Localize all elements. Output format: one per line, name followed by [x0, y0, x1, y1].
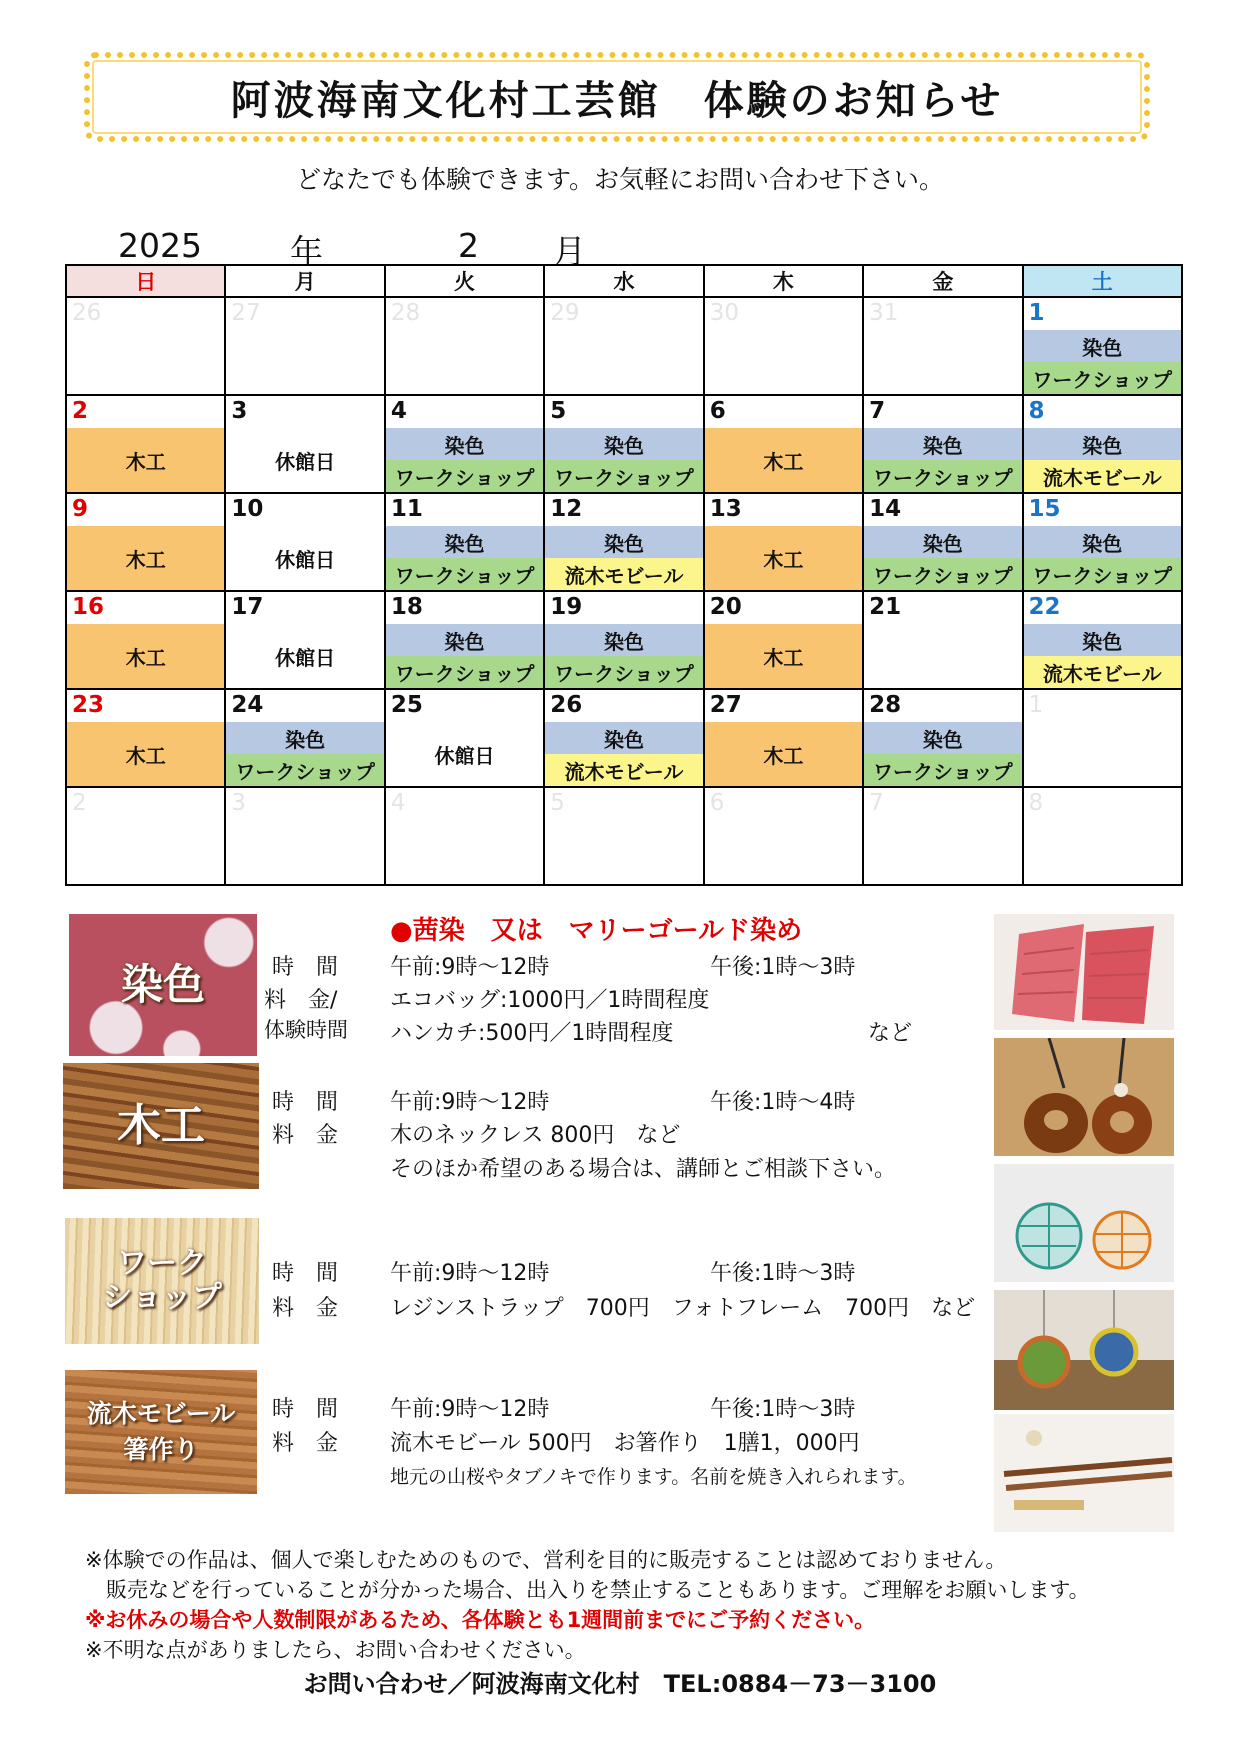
event-dyeing: 染色 — [1024, 428, 1181, 460]
calendar-week-row — [66, 493, 1182, 591]
driftwood-mobile-photo — [994, 1290, 1174, 1410]
event-woodwork: 木工 — [705, 722, 862, 786]
wood-fee-2: そのほか希望のある場合は、講師とご相談下さい。 — [390, 1157, 897, 1182]
day-number: 7 — [869, 790, 884, 816]
calendar-day-cell — [544, 591, 703, 689]
wood-fee-1: 木のネックレス 800円 など — [390, 1123, 681, 1148]
wood-time-am: 午前:9時～12時 — [390, 1090, 550, 1115]
workshop-fee-label: 料 金 — [272, 1296, 339, 1321]
dyed-scarves-photo — [994, 914, 1174, 1030]
day-number: 5 — [550, 398, 567, 424]
calendar-day-cell — [66, 493, 225, 591]
dye-time-label: 時 間 — [272, 955, 339, 980]
calendar-day-cell — [66, 787, 225, 885]
day-number: 21 — [869, 594, 902, 620]
day-number: 4 — [390, 398, 407, 424]
event-workshop: ワークショップ — [864, 460, 1021, 492]
event-woodwork: 木工 — [705, 526, 862, 590]
calendar-day-cell — [385, 689, 544, 787]
day-number: 28 — [869, 692, 902, 718]
weekday-wed: 水 — [544, 265, 703, 297]
year-unit: 年 — [290, 232, 323, 271]
mobile-fee-2: 地元の山桜やタブノキで作ります。名前を焼き入れられます。 — [390, 1466, 917, 1488]
calendar-day-cell — [704, 493, 863, 591]
dye-tile — [69, 914, 257, 1056]
event-woodwork: 木工 — [705, 428, 862, 492]
event-dyeing: 染色 — [545, 722, 702, 754]
day-number: 12 — [550, 496, 583, 522]
calendar-day-cell — [1023, 787, 1182, 885]
calendar-day-cell — [704, 395, 863, 493]
day-number: 3 — [231, 790, 247, 816]
event-workshop: ワークショップ — [386, 460, 543, 492]
event-woodwork: 木工 — [705, 624, 862, 688]
day-number: 20 — [709, 594, 742, 620]
note-ban: 販売などを行っていることが分かった場合、出入りを禁止することもあります。ご理解をお願いします。 — [85, 1578, 1090, 1602]
day-number: 28 — [390, 300, 421, 326]
day-number: 26 — [72, 300, 102, 326]
event-workshop: ワークショップ — [226, 754, 383, 786]
calendar-day-cell — [66, 395, 225, 493]
event-driftwood-mobile: 流木モビール — [545, 754, 702, 786]
calendar-day-cell — [544, 395, 703, 493]
event-closed: 休館日 — [275, 547, 336, 572]
day-number: 17 — [231, 594, 264, 620]
day-number: 24 — [231, 692, 264, 718]
event-driftwood-mobile: 流木モビール — [545, 558, 702, 590]
calendar-day-cell — [225, 297, 384, 395]
day-number: 3 — [231, 398, 248, 424]
calendar-day-cell — [225, 493, 384, 591]
note-reservation: ※お休みの場合や人数制限があるため、各体験とも1週間前までにご予約ください。 — [85, 1608, 876, 1632]
mobile-time-label: 時 間 — [272, 1397, 339, 1422]
wood-time-pm: 午後:1時～4時 — [710, 1090, 856, 1115]
note-resale: ※体験での作品は、個人で楽しむためのもので、営利を目的に販売することは認めておりません。 — [85, 1548, 1007, 1572]
day-number: 26 — [550, 692, 583, 718]
calendar-day-cell — [704, 689, 863, 787]
calendar-day-cell — [385, 493, 544, 591]
calendar-day-cell — [1023, 591, 1182, 689]
day-number: 29 — [550, 300, 580, 326]
day-number: 9 — [72, 496, 89, 522]
event-driftwood-mobile: 流木モビール — [1024, 460, 1181, 492]
day-number: 10 — [231, 496, 264, 522]
calendar-day-cell — [704, 591, 863, 689]
event-workshop: ワークショップ — [864, 558, 1021, 590]
day-number: 16 — [72, 594, 105, 620]
event-dyeing: 染色 — [1024, 330, 1181, 362]
event-dyeing: 染色 — [1024, 526, 1181, 558]
dye-time-pm: 午後:1時～3時 — [710, 955, 856, 980]
note-inquiry: ※不明な点がありましたら、お問い合わせください。 — [85, 1638, 586, 1662]
calendar-day-cell — [225, 395, 384, 493]
dye-duration-label: 体験時間 — [264, 1018, 348, 1042]
day-number: 7 — [869, 398, 886, 424]
workshop-tile — [65, 1218, 259, 1344]
calendar-day-cell — [863, 591, 1022, 689]
day-number: 2 — [72, 790, 87, 816]
calendar-day-cell — [544, 493, 703, 591]
day-number: 19 — [550, 594, 583, 620]
calendar-day-cell — [863, 689, 1022, 787]
weekday-thu: 木 — [704, 265, 863, 297]
day-number: 8 — [1028, 398, 1045, 424]
event-closed: 休館日 — [275, 645, 336, 670]
workshop-time-am: 午前:9時～12時 — [390, 1261, 550, 1286]
event-dyeing: 染色 — [386, 526, 543, 558]
wood-time-label: 時 間 — [272, 1090, 339, 1115]
event-workshop: ワークショップ — [1024, 558, 1181, 590]
contact-footer: お問い合わせ／阿波海南文化村 TEL:0884－73－3100 — [303, 1670, 937, 1698]
event-dyeing: 染色 — [545, 624, 702, 656]
calendar-day-cell — [225, 787, 384, 885]
day-number: 1 — [1028, 300, 1045, 326]
calendar-day-cell — [863, 787, 1022, 885]
event-dyeing: 染色 — [545, 428, 702, 460]
calendar-day-cell — [544, 689, 703, 787]
day-number: 6 — [709, 790, 725, 816]
event-woodwork: 木工 — [67, 428, 224, 492]
dye-fee-2: ハンカチ:500円／1時間程度 — [390, 1021, 674, 1046]
day-number: 8 — [1028, 790, 1044, 816]
day-number: 25 — [390, 692, 423, 718]
calendar-week-row — [66, 689, 1182, 787]
day-number: 15 — [1028, 496, 1061, 522]
calendar-day-cell — [704, 787, 863, 885]
calendar-week-row — [66, 787, 1182, 885]
weekday-mon: 月 — [225, 265, 384, 297]
wood-necklace-photo — [994, 1038, 1174, 1156]
mobile-time-am: 午前:9時～12時 — [390, 1397, 550, 1422]
calendar-day-cell — [225, 689, 384, 787]
wood-tile-label: 木工 — [117, 1099, 205, 1151]
dye-fee-label: 料 金/ — [264, 988, 338, 1013]
dye-etc: など — [868, 1021, 913, 1046]
event-workshop: ワークショップ — [386, 656, 543, 688]
event-driftwood-mobile: 流木モビール — [1024, 656, 1181, 688]
day-number: 2 — [72, 398, 89, 424]
calendar-day-cell — [1023, 689, 1182, 787]
mobile-tile — [65, 1370, 257, 1494]
workshop-fee-1: レジンストラップ 700円 フォトフレーム 700円 など — [390, 1296, 976, 1321]
day-number: 6 — [709, 398, 726, 424]
calendar-day-cell — [385, 591, 544, 689]
calendar-day-cell — [1023, 395, 1182, 493]
event-dyeing: 染色 — [545, 526, 702, 558]
calendar-day-cell — [1023, 297, 1182, 395]
day-number: 4 — [390, 790, 406, 816]
calendar-grid — [65, 264, 1183, 886]
calendar-day-cell — [385, 395, 544, 493]
event-woodwork: 木工 — [67, 624, 224, 688]
calendar-day-cell — [544, 787, 703, 885]
page-title: 阿波海南文化村工芸館 体験のお知らせ — [230, 77, 1004, 124]
event-workshop: ワークショップ — [545, 656, 702, 688]
day-number: 18 — [390, 594, 423, 620]
day-number: 11 — [390, 496, 423, 522]
calendar-day-cell — [863, 395, 1022, 493]
dye-time-am: 午前:9時～12時 — [390, 955, 550, 980]
calendar-day-cell — [66, 297, 225, 395]
workshop-tile-label: ワーク ショップ — [102, 1245, 222, 1315]
calendar-week-row — [66, 297, 1182, 395]
mobile-fee-label: 料 金 — [272, 1431, 339, 1456]
workshop-time-pm: 午後:1時～3時 — [710, 1261, 856, 1286]
wood-fee-label: 料 金 — [272, 1123, 339, 1148]
weekday-sat: 土 — [1023, 265, 1182, 297]
day-number: 30 — [709, 300, 739, 326]
event-dyeing: 染色 — [226, 722, 383, 754]
page-subtitle: どなたでも体験できます。お気軽にお問い合わせ下さい。 — [295, 165, 944, 194]
mobile-fee-1: 流木モビール 500円 お箸作り 1膳1，000円 — [390, 1431, 860, 1456]
day-number: 27 — [231, 300, 261, 326]
calendar-day-cell — [704, 297, 863, 395]
month-unit: 月 — [553, 232, 586, 271]
event-dyeing: 染色 — [386, 428, 543, 460]
calendar-week-row — [66, 395, 1182, 493]
day-number: 5 — [550, 790, 565, 816]
weekday-sun: 日 — [66, 265, 225, 297]
calendar-day-cell — [544, 297, 703, 395]
event-dyeing: 染色 — [864, 428, 1021, 460]
day-number: 23 — [72, 692, 105, 718]
weekday-header-row — [66, 265, 1182, 297]
calendar-day-cell — [66, 591, 225, 689]
day-number: 1 — [1028, 692, 1044, 718]
workshop-time-label: 時 間 — [272, 1261, 339, 1286]
day-number: 27 — [709, 692, 742, 718]
day-number: 14 — [869, 496, 902, 522]
event-dyeing: 染色 — [864, 722, 1021, 754]
calendar-day-cell — [225, 591, 384, 689]
dye-tile-label: 染色 — [120, 959, 205, 1009]
event-dyeing: 染色 — [1024, 624, 1181, 656]
wood-tile — [63, 1063, 259, 1189]
dye-headline: ●茜染 又は マリーゴールド染め — [390, 916, 803, 946]
day-number: 31 — [869, 300, 899, 326]
calendar-day-cell — [863, 297, 1022, 395]
event-workshop: ワークショップ — [386, 558, 543, 590]
title-banner — [84, 52, 1150, 142]
month-value: 2 — [458, 226, 479, 265]
day-number: 22 — [1028, 594, 1061, 620]
mobile-tile-label: 流木モビール 箸作り — [86, 1398, 236, 1464]
calendar-day-cell — [66, 689, 225, 787]
event-workshop: ワークショップ — [1024, 362, 1181, 394]
event-woodwork: 木工 — [67, 722, 224, 786]
calendar-day-cell — [863, 493, 1022, 591]
dye-fee-1: エコバッグ:1000円／1時間程度 — [390, 988, 710, 1013]
event-woodwork: 木工 — [67, 526, 224, 590]
calendar-day-cell — [1023, 493, 1182, 591]
event-workshop: ワークショップ — [864, 754, 1021, 786]
event-dyeing: 染色 — [386, 624, 543, 656]
calendar-day-cell — [385, 297, 544, 395]
weekday-tue: 火 — [385, 265, 544, 297]
glass-float-photo — [994, 1164, 1174, 1282]
calendar-day-cell — [385, 787, 544, 885]
event-workshop: ワークショップ — [545, 460, 702, 492]
day-number: 13 — [709, 496, 742, 522]
calendar-week-row — [66, 591, 1182, 689]
event-closed: 休館日 — [434, 743, 495, 768]
weekday-fri: 金 — [863, 265, 1022, 297]
chopsticks-photo — [994, 1414, 1174, 1532]
event-dyeing: 染色 — [864, 526, 1021, 558]
event-closed: 休館日 — [275, 449, 336, 474]
year-value: 2025 — [118, 226, 202, 265]
mobile-time-pm: 午後:1時～3時 — [710, 1397, 856, 1422]
calendar-body — [66, 297, 1182, 885]
